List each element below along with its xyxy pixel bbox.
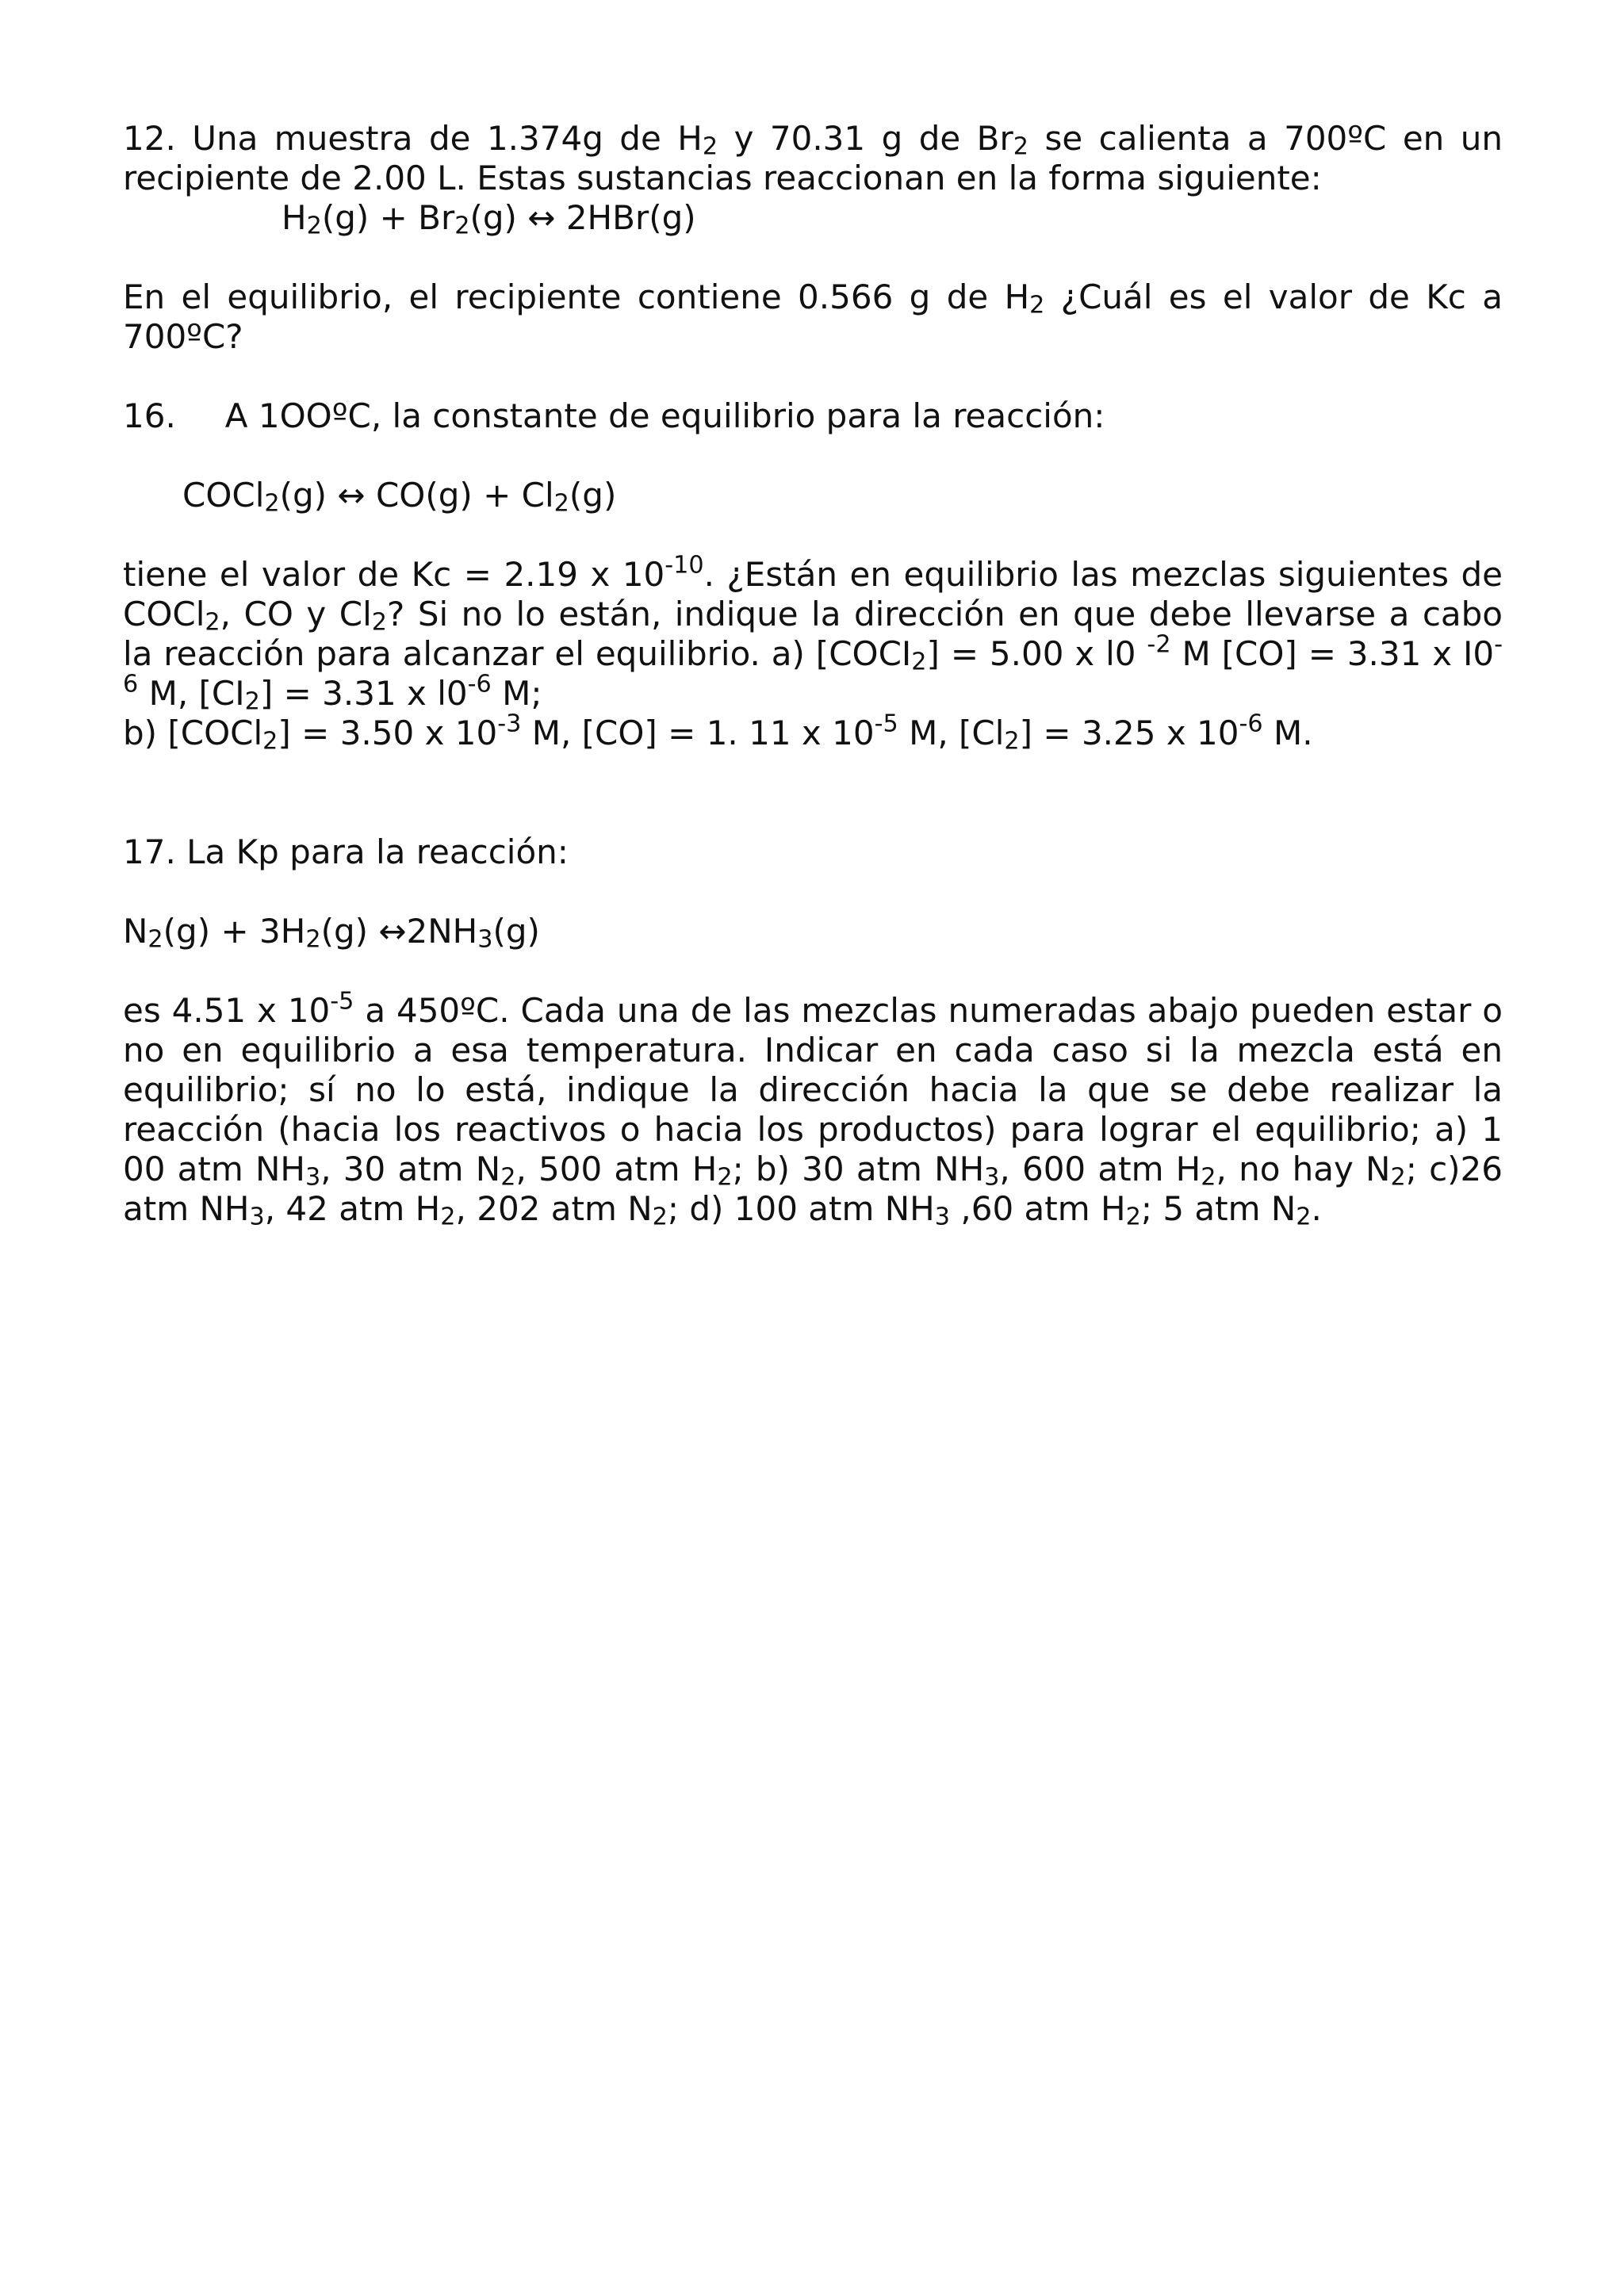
- problem-16-equation: COCl$_2$(g) ↔ $CO(g) + Cl_2(g)$: [182, 476, 617, 518]
- problem-16-part-b: b) [COCl$_2$] = 3.50 x $10^{-3}$ M, [CO] = 1. 11 x $10^{-5}$ M, $[Cl_2] = 3.25$ x $10^{-6}$ M.: [123, 710, 1313, 756]
- problem-16-intro: 16. A 1OOºC, la constante de equilibrio para la reacción:: [123, 396, 1105, 435]
- problem-16-statement: tiene el valor de Kc = 2.19 x $10^{-10}$. ¿Están en equilibrio las mezclas siguientes de COCl$_2$, CO y $Cl_2$? Si no lo están, indique la dirección en que debe llevarse a cabo la reacción para alcanzar el equilibrio. a) $[COCI_2] = 5.00$ x l0 $^{-2}$ M [CO] = 3.31 x $I0^{-6}$ M, $[CI_2] = 3.31$ x $l0^{-6}$ M;: [123, 551, 1503, 716]
- document-page: [123, 119, 1503, 1229]
- problem-17-intro: 17. La Kp para la reacción:: [123, 832, 569, 871]
- problem-17-statement: es 4.51 x $10^{-5}$ a 450ºC. Cada una de las mezclas numeradas abajo pueden estar o no en equilibrio a esa temperatura. Indicar en cada caso si la mezcla está en equilibrio; sí no lo está, indique la dirección hacia la que se debe realizar la reacción (hacia los reactivos o hacia los productos) para lograr el equilibrio; a) 1 00 atm $NH_3$, 30 atm $N_2$, 500 atm $H_2$; b) 30 atm $NH_3$, 600 atm $H_2$, no hay $N_2$; c)26 atm $NH_3$, 42 atm $H_2$, 202 atm $N_2$; d) 100 atm $NH_3$ ,60 atm $H_2$; 5 atm $N_2$.: [123, 987, 1503, 1231]
- problem-12-question: En el equilibrio, el recipiente contiene 0.566 g de $H_2$ ¿Cuál es el valor de Kc a 700ºC?: [123, 277, 1503, 356]
- problem-12-equation: $H_2(g) + Br_2(g)$ ↔ 2HBr(g): [282, 198, 696, 240]
- problem-17-equation: $N_2(g) + 3H_2(g)$ $\leftrightarrow 2NH_3(g)$: [123, 912, 540, 954]
- problem-12-statement: 12. Una muestra de 1.374g de $H_2$ y 70.31 g de $Br_2$ se calienta a 700ºC en un recipiente de 2.00 L. Estas sustancias reaccionan en la forma siguiente:: [123, 119, 1503, 197]
